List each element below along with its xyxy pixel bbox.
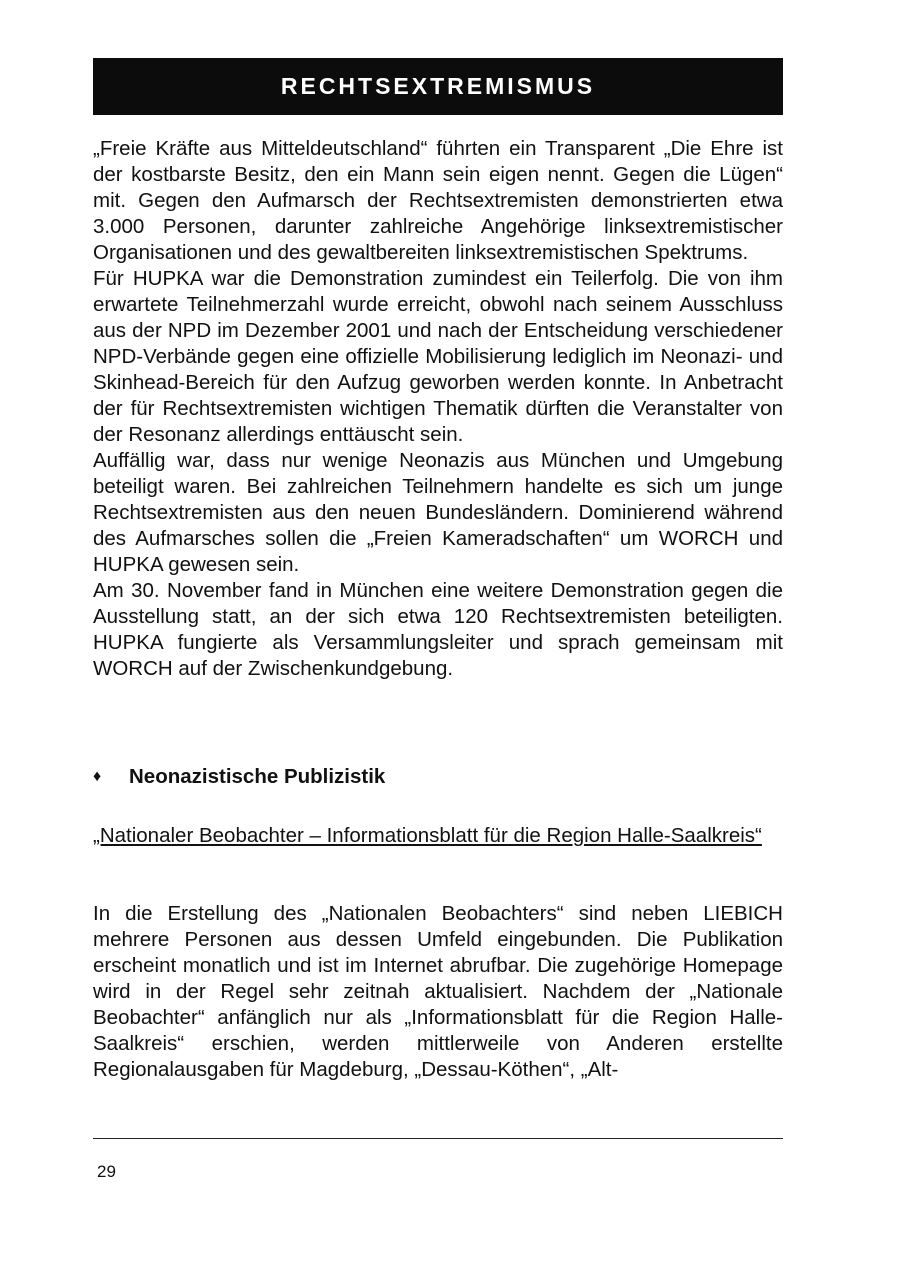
- diamond-bullet-icon: ♦: [93, 768, 102, 785]
- body-text-bottom: [93, 901, 783, 1083]
- paragraph: Auffällig war, dass nur wenige Neonazis aus München und Umgebung beteiligt waren. Bei zahlreichen Teilnehmern handelte es sich um junge Rechtsextremisten aus den neuen Bundesländern. Dominierend während des Aufmarsches sollen die „Freien Kameradschaften“ um WORCH und HUPKA gewesen sein.: [93, 449, 783, 576]
- footer-divider: [93, 1138, 783, 1139]
- page-header-title: RECHTSEXTREMISMUS: [280, 73, 596, 99]
- paragraph: „Freie Kräfte aus Mitteldeutschland“ führten ein Transparent „Die Ehre ist der kostbarste Besitz, den ein Mann sein eigen nennt. Gegen die Lügen“ mit. Gegen den Aufmarsch der Rechtsextremisten demonstrierten etwa 3.000 Personen, darunter zahlreiche Angehörige linksextremistischer Organisationen und des gewaltbereiten linksextremistischen Spektrums.: [93, 137, 783, 264]
- section-heading-text: Neonazistische Publizistik: [129, 765, 386, 788]
- section-heading: [93, 765, 783, 789]
- page-number: 29: [97, 1162, 116, 1181]
- paragraph: In die Erstellung des „Nationalen Beobachters“ sind neben LIEBICH mehrere Personen aus dessen Umfeld eingebunden. Die Publikation erscheint monatlich und ist im Internet abrufbar. Die zugehörige Homepage wird in der Regel sehr zeitnah aktualisiert. Nachdem der „Nationale Beobachter“ anfänglich nur als „Informationsblatt für die Region Halle-Saalkreis“ erschien, werden mittlerweile von Anderen erstellte Regionalausgaben für Magdeburg, „Dessau-Köthen“, „Alt-: [93, 902, 783, 1081]
- page-header-bar: [93, 58, 783, 115]
- body-text-top: [93, 136, 783, 682]
- paragraph: Für HUPKA war die Demonstration zumindest ein Teilerfolg. Die von ihm erwartete Teilnehmerzahl wurde erreicht, obwohl nach seinem Ausschluss aus der NPD im Dezember 2001 und nach der Entscheidung verschiedener NPD-Verbände gegen eine offizielle Mobilisierung lediglich im Neonazi- und Skinhead-Bereich für den Aufzug geworben werden konnte. In Anbetracht der für Rechtsextremisten wichtigen Thematik dürften die Veranstalter von der Resonanz allerdings enttäuscht sein.: [93, 267, 783, 446]
- paragraph: Am 30. November fand in München eine weitere Demonstration gegen die Ausstellung statt, an der sich etwa 120 Rechtsextremisten beteiligten. HUPKA fungierte als Versammlungsleiter und sprach gemeinsam mit WORCH auf der Zwischenkundgebung.: [93, 579, 783, 680]
- subheading-publication-title: „Nationaler Beobachter – Informationsblatt für die Region Halle-Saalkreis“: [93, 824, 762, 847]
